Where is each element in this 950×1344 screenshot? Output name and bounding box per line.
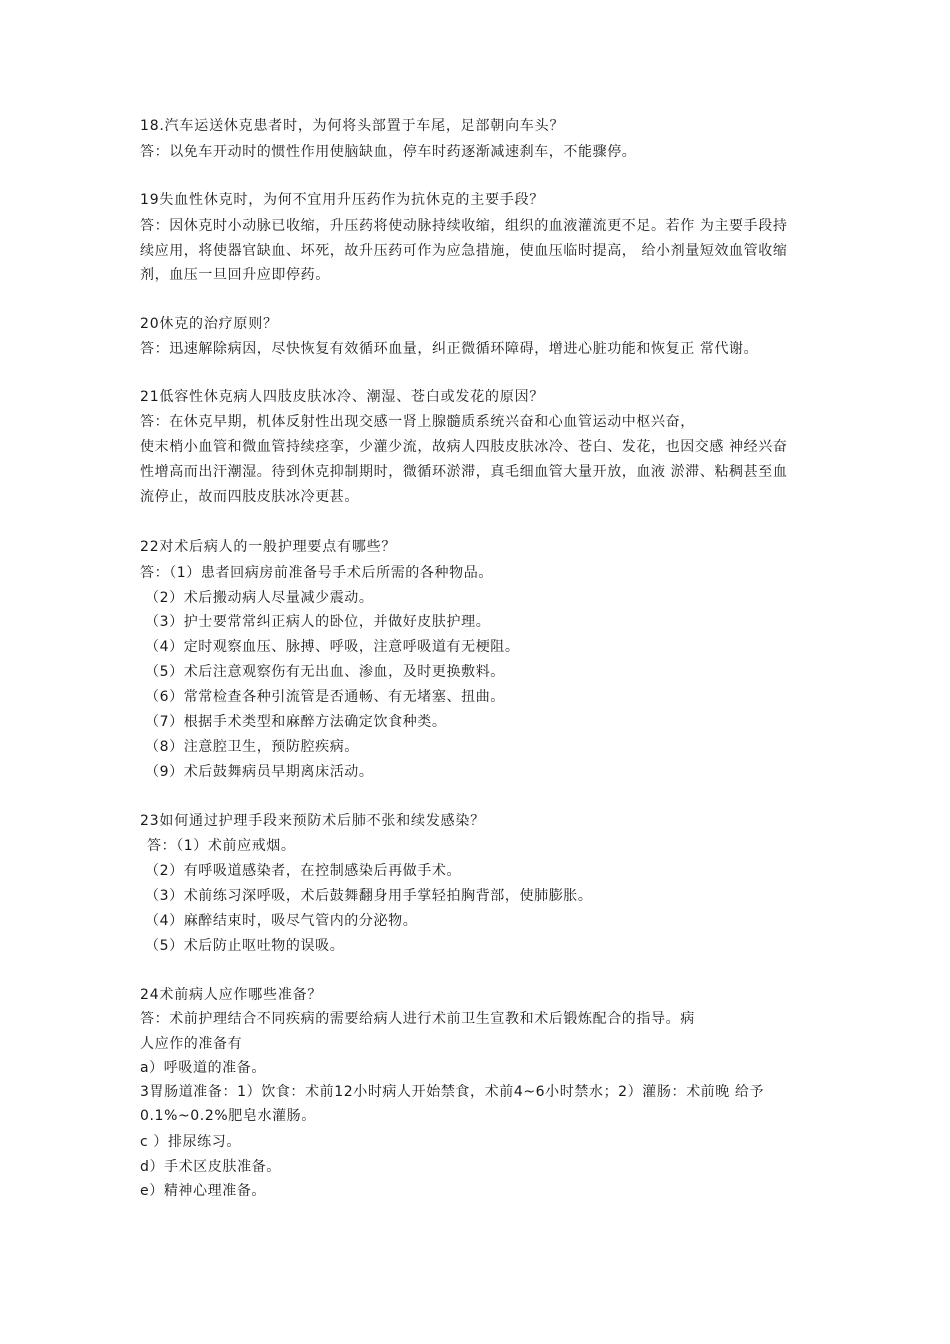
answer-18-line-1: 答：以免车开动时的惯性作用使脑缺血，停车时药逐渐减速刹车，不能骤停。 (140, 144, 637, 160)
answer-19-line-1: 答：因休克时小动脉已收缩，升压药将使动脉持续收缩，组织的血液灌流更不足。若作 为主要手段持 (140, 218, 788, 234)
answer-19-line-2: 续应用，将使器官缺血、坏死，故升压药可作为应急措施，使血压临时提高， 给小剂量短效血管收缩 (140, 243, 788, 259)
question-24-title: 24术前病人应作哪些准备？ (140, 987, 323, 1003)
answer-21-line-3: 性增高而出汗潮湿。待到休克抑制期时，微循环淤滞，真毛细血管大量开放，血液 淤滞、粘稠甚至血 (140, 464, 788, 480)
question-19-title: 19失血性休克时，为何不宜用升压药作为抗休克的主要手段？ (140, 192, 545, 208)
answer-23-item-5: （5）术后防止呕吐物的误吸。 (145, 938, 345, 954)
answer-22-item-9: （9）术后鼓舞病员早期离床活动。 (145, 764, 374, 780)
answer-23-item-3: （3）术前练习深呼吸，术后鼓舞翻身用手掌轻拍胸背部，使肺膨胀。 (145, 888, 593, 904)
answer-21-line-2: 使末梢小血管和微血管持续痉挛，少灌少流，故病人四肢皮肤冰冷、苍白、发花，也因交感 神经兴奋 (140, 439, 788, 455)
answer-24-item-c: c ）排尿练习。 (140, 1134, 241, 1150)
question-23-title: 23如何通过护理手段来预防术后肺不张和续发感染？ (140, 813, 486, 829)
answer-23-item-1: 答：（1）术前应戒烟。 (147, 838, 296, 854)
answer-22-item-2: （2）术后搬动病人尽量减少震动。 (145, 590, 374, 606)
question-22-title: 22对术后病人的一般护理要点有哪些？ (140, 539, 397, 555)
answer-24-item-b-line-1: 3胃肠道准备：1）饮食：术前12小时病人开始禁食，术前4~6小时禁水；2）灌肠：术前晚 给予 (140, 1084, 765, 1100)
answer-24-item-d: d）手术区皮肤准备。 (140, 1159, 281, 1175)
answer-23-item-4: （4）麻醉结束时，吸尽气管内的分泌物。 (145, 913, 418, 929)
answer-24-line-1: 答：术前护理结合不同疾病的需要给病人进行术前卫生宣教和术后锻炼配合的指导。病 (140, 1011, 695, 1027)
answer-21-line-4: 流停止，故而四肢皮肤冰冷更甚。 (140, 489, 359, 505)
answer-24-item-b-line-2: 0.1%~0.2%肥皂水灌肠。 (140, 1108, 316, 1124)
answer-22-item-7: （7）根据手术类型和麻醉方法确定饮食种类。 (145, 714, 447, 730)
answer-21-line-1: 答：在休克早期，机体反射性出现交感一肾上腺髓质系统兴奋和心血管运动中枢兴奋， (140, 414, 695, 430)
answer-22-item-8: （8）注意腔卫生，预防腔疾病。 (145, 739, 359, 755)
answer-24-item-a: a）呼吸道的准备。 (140, 1060, 266, 1076)
answer-20-line-1: 答：迅速解除病因，尽快恢复有效循环血量，纠正微循环障碍，增进心脏功能和恢复正 常代谢。 (140, 341, 759, 357)
answer-22-item-3: （3）护士要常常纠正病人的卧位，并做好皮肤护理。 (145, 614, 491, 630)
question-21-title: 21低容性休克病人四肢皮肤冰冷、潮湿、苍白或发花的原因？ (140, 389, 545, 405)
answer-23-item-2: （2）有呼吸道感染者，在控制感染后再做手术。 (145, 863, 462, 879)
answer-24-item-e: e）精神心理准备。 (140, 1183, 267, 1199)
answer-19-line-3: 剂，血压一旦回升应即停药。 (140, 267, 330, 283)
answer-22-item-6: （6）常常检查各种引流管是否通畅、有无堵塞、扭曲。 (145, 689, 505, 705)
answer-22-item-1: 答：（1）患者回病房前准备号手术后所需的各种物品。 (140, 565, 493, 581)
answer-22-item-5: （5）术后注意观察伤有无出血、渗血，及时更换敷料。 (145, 664, 505, 680)
question-18-title: 18.汽车运送休克患者时，为何将头部置于车尾，足部朝向车头？ (140, 118, 565, 134)
answer-22-item-4: （4）定时观察血压、脉搏、呼吸，注意呼吸道有无梗阻。 (145, 639, 520, 655)
question-20-title: 20休克的治疗原则？ (140, 316, 278, 332)
answer-24-line-2: 人应作的准备有 (140, 1036, 243, 1052)
